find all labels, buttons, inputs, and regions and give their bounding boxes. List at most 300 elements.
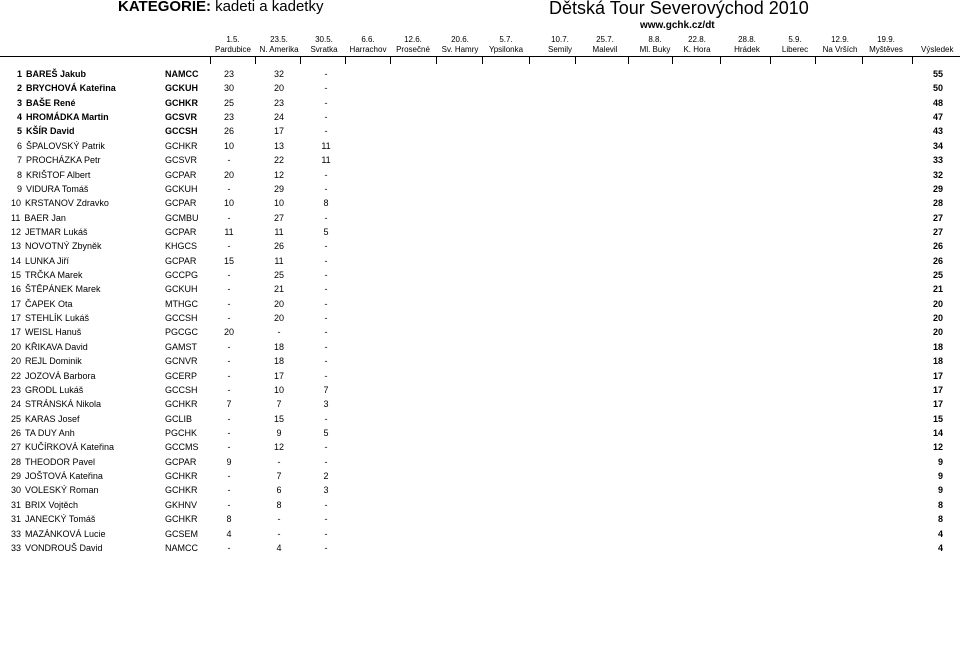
table-row [0,527,960,541]
athlete-name [17,124,75,138]
race-place: Svratka [310,45,338,54]
table-row [0,455,960,469]
table-row [0,311,960,325]
score-1: 9 [226,456,232,467]
score-2: 17 [273,126,284,137]
score-1: 4 [226,528,232,539]
rank: 16 [11,284,22,295]
rank: 11 [11,212,21,223]
table-row [0,239,960,253]
score-2: - [277,327,281,338]
score-1: - [227,485,231,496]
total-score: 27 [932,226,943,237]
total-score: 12 [932,442,943,453]
club-code: GCMBU [165,212,199,223]
table-row [0,282,960,296]
score-2: 22 [273,155,284,166]
club-code: GCPAR [165,169,197,180]
athlete-name [11,512,95,526]
athlete-name-text: BAER Jan [24,212,66,223]
table-row [0,469,960,483]
club-code: GCSVR [165,155,198,166]
table-row [0,369,960,383]
race-place: Sv. Hamry [441,45,479,54]
athlete-name-text: STEHLÍK Lukáš [25,313,90,324]
club-code: GCERP [165,370,198,381]
total-score: 32 [932,169,943,180]
column-divider [390,56,391,64]
rank: 3 [17,97,23,108]
athlete-name [17,182,88,196]
table-row [0,483,960,497]
race-date: 19.9. [877,35,895,44]
table-row [0,354,960,368]
club-code: GAMST [165,341,198,352]
score-1: - [227,471,231,482]
race-place: Harrachov [349,45,387,54]
table-row [0,412,960,426]
rank: 17 [11,298,22,309]
score-3: - [324,169,328,180]
score-3: - [324,69,328,79]
rank: 27 [11,442,22,453]
total-score: 9 [937,485,943,496]
rank: 1 [17,69,23,79]
athlete-name-text: STRÁNSKÁ Nikola [25,399,102,410]
total-score: 29 [932,183,943,194]
rank: 28 [11,456,22,467]
club-code: GCHKR [165,514,198,525]
rank: 14 [11,255,22,266]
score-2: 8 [276,499,282,510]
club-code: GCPAR [165,198,197,209]
table-row [0,498,960,512]
athlete-name-text: BAŠE René [26,97,76,108]
athlete-name-text: KŘIKAVA David [25,341,88,352]
athlete-name [11,239,102,253]
club-code: PGCGC [165,327,199,338]
athlete-name [11,268,83,282]
score-2: 26 [273,241,284,252]
athlete-name-text: KARAS Josef [25,413,80,424]
score-1: - [227,413,231,424]
total-score: 34 [932,140,943,151]
table-row [0,512,960,526]
total-score: 27 [932,212,943,223]
table-row [0,254,960,268]
total-score: 17 [932,384,943,395]
column-divider [912,56,913,64]
table-row [0,81,960,95]
athlete-name [17,168,90,182]
score-3: - [324,413,328,424]
rank: 7 [17,155,23,166]
athlete-name-text: ČAPEK Ota [25,298,73,309]
rank: 22 [11,370,22,381]
athlete-name-text: MAZÁNKOVÁ Lucie [25,528,106,539]
score-1: - [227,442,231,453]
score-2: 12 [273,442,284,453]
rank: 17 [11,327,22,338]
club-code: GCPAR [165,255,197,266]
race-date: 12.9. [831,35,849,44]
column-divider [345,56,346,64]
score-1: - [227,241,231,252]
score-3: 3 [323,485,329,496]
score-2: 10 [273,198,284,209]
score-1: - [227,155,231,166]
athlete-name [11,340,88,354]
athlete-name-text: KRIŠTOF Albert [26,169,91,180]
race-date: 23.5. [270,35,288,44]
race-place: Ypsilonka [488,45,524,54]
table-row [0,124,960,138]
score-2: 23 [273,97,284,108]
column-divider [300,56,301,64]
column-divider [575,56,576,64]
header-divider [0,56,960,57]
total-score: 26 [932,255,943,266]
score-2: 32 [273,69,284,79]
total-score: 21 [932,284,943,295]
score-3: - [324,298,328,309]
score-1: 15 [223,255,234,266]
club-code: GCKUH [165,284,198,295]
result-column-header: Výsledek [921,45,954,54]
race-date: 10.7. [551,35,569,44]
athlete-name [11,211,66,225]
score-2: - [277,456,281,467]
score-2: - [277,514,281,525]
athlete-name [17,110,109,124]
score-1: - [227,356,231,367]
race-date: 1.5. [226,35,240,44]
race-place: Liberec [781,45,809,54]
score-1: - [227,284,231,295]
score-3: 7 [323,384,329,395]
race-date: 20.6. [451,35,469,44]
score-1: 7 [226,399,232,410]
athlete-name-text: JOZOVÁ Barbora [25,370,96,381]
rank: 23 [11,384,22,395]
rank: 31 [11,514,22,525]
table-row [0,397,960,411]
score-1: - [227,298,231,309]
score-3: - [324,112,328,123]
score-1: - [227,370,231,381]
total-score: 26 [932,241,943,252]
race-date: 5.7. [499,35,513,44]
table-row [0,182,960,196]
total-score: 18 [932,356,943,367]
athlete-name [11,282,101,296]
athlete-name [11,254,69,268]
table-row [0,168,960,182]
athlete-name [11,426,75,440]
club-code: GCPAR [165,456,197,467]
club-code: GCCPG [165,270,199,281]
club-code: GCSVR [165,112,198,123]
rank: 33 [11,528,22,539]
athlete-name [11,498,78,512]
club-code: MTHGC [165,298,198,309]
race-date: 5.9. [788,35,802,44]
score-1: 20 [223,327,234,338]
column-divider [529,56,530,64]
club-code: PGCHK [165,428,198,438]
score-3: 5 [323,226,329,237]
score-3: - [324,341,328,352]
athlete-name-text: BAREŠ Jakub [26,69,87,79]
score-3: 11 [321,155,331,166]
score-2: 20 [273,313,284,324]
score-3: - [324,542,328,553]
club-code: NAMCC [165,542,198,553]
athlete-name [17,139,105,153]
club-code: KHGCS [165,241,198,252]
score-3: - [324,356,328,367]
total-score: 9 [937,456,943,467]
rank: 25 [11,413,22,424]
score-2: 12 [273,169,284,180]
score-2: 18 [273,341,284,352]
score-1: - [227,313,231,324]
athlete-name-text: THEODOR Pavel [25,456,96,467]
column-divider [672,56,673,64]
table-row [0,325,960,339]
athlete-name-text: ŠPALOVSKÝ Patrik [26,140,105,151]
race-place: Ml. Buky [639,45,671,54]
score-3: - [324,442,328,453]
score-2: 20 [273,298,284,309]
club-code: GCCMS [165,442,199,453]
score-1: - [227,384,231,395]
total-score: 14 [932,428,943,438]
table-row [0,268,960,282]
score-1: - [227,341,231,352]
column-divider [720,56,721,64]
athlete-name [11,397,101,411]
race-place: Myštěves [869,45,903,54]
tour-title: Dětská Tour Severovýchod 2010 [549,0,809,18]
athlete-name-text: TRČKA Marek [25,270,83,281]
table-row [0,297,960,311]
athlete-name [11,297,73,311]
score-2: 7 [276,471,282,482]
column-divider [210,56,211,64]
score-3: - [324,97,328,108]
score-2: 29 [273,183,284,194]
athlete-name [11,225,88,239]
club-code: GCLIB [165,413,193,424]
club-code: GCCSH [165,384,198,395]
rank: 24 [11,399,22,410]
score-2: 7 [276,399,282,410]
score-3: - [324,270,328,281]
score-2: 17 [273,370,284,381]
race-date: 28.8. [738,35,756,44]
race-place: N. Amerika [259,45,299,54]
athlete-name [11,325,81,339]
score-1: - [227,183,231,194]
table-row [0,340,960,354]
race-place: Na Vrších [822,45,858,54]
race-date: 30.5. [315,35,333,44]
table-row [0,211,960,225]
score-2: 6 [276,485,282,496]
total-score: 55 [932,69,943,79]
club-code: GCKUH [165,183,198,194]
score-3: - [324,284,328,295]
club-code: GCKUH [165,83,198,94]
rank: 20 [11,356,22,367]
score-3: - [324,212,328,223]
rank: 2 [17,83,23,94]
score-2: 18 [273,356,284,367]
race-date: 8.8. [648,35,662,44]
rank: 15 [11,270,22,281]
score-1: 23 [223,69,234,79]
rank: 9 [17,183,23,194]
race-place: Malevil [592,45,618,54]
club-code: NAMCC [165,69,199,79]
club-code: GCSEM [165,528,199,539]
athlete-name [17,96,76,110]
athlete-name-text: BRYCHOVÁ Kateřina [26,83,116,94]
athlete-name [11,483,99,497]
column-divider [862,56,863,64]
club-code: GCNVR [165,356,198,367]
score-1: 23 [223,112,234,123]
rank: 10 [11,198,22,209]
score-2: 25 [273,270,284,281]
score-3: - [324,514,328,525]
table-row [0,440,960,454]
club-code: GCHKR [165,97,198,108]
score-1: 11 [224,226,234,237]
rank: 30 [11,485,22,496]
score-3: - [324,83,328,94]
club-code: GCCSH [165,126,198,137]
total-score: 43 [932,126,943,137]
athlete-name [11,383,83,397]
score-1: 8 [226,514,232,525]
rank: 12 [11,226,22,237]
race-date: 12.6. [404,35,422,44]
total-score: 20 [932,313,943,324]
athlete-name [11,196,109,210]
score-3: - [324,499,328,510]
race-place: K. Hora [683,45,711,54]
athlete-name [11,311,89,325]
rank: 33 [11,542,22,553]
score-3: 3 [323,399,329,410]
table-row [0,541,960,555]
score-1: - [227,499,231,510]
score-2: 27 [273,212,284,223]
athlete-name-text: VIDURA Tomáš [26,183,89,194]
total-score: 15 [932,413,943,424]
table-row [0,196,960,210]
score-1: - [227,428,231,438]
athlete-name [11,469,103,483]
race-place: Hrádek [734,45,760,54]
race-date: 22.8. [688,35,706,44]
score-3: - [324,241,328,252]
race-date: 25.7. [596,35,614,44]
score-3: - [324,126,328,137]
club-code: GCPAR [165,226,197,237]
table-row [0,110,960,124]
score-2: 9 [276,428,282,438]
athlete-name-text: KŠÍR David [26,126,75,137]
column-divider [770,56,771,64]
rank: 29 [11,471,22,482]
score-1: 20 [223,169,234,180]
score-3: - [324,313,328,324]
race-date: 6.6. [361,35,375,44]
category-label: KATEGORIE: [118,0,212,15]
score-3: 2 [323,471,329,482]
total-score: 8 [937,499,943,510]
athlete-name-text: ŠTĚPÁNEK Marek [25,284,101,295]
score-1: 30 [223,83,234,94]
club-code: GCHKR [165,485,198,496]
rank: 6 [17,140,23,151]
rank: 8 [17,169,23,180]
athlete-name [17,81,116,95]
athlete-name-text: JANECKÝ Tomáš [25,514,96,525]
athlete-name-text: HROMÁDKA Martin [26,112,109,123]
score-3: 5 [323,428,329,438]
race-place: Semily [547,45,572,54]
athlete-name-text: VOLESKÝ Roman [25,485,99,496]
score-2: 21 [273,284,284,295]
score-3: 11 [321,140,331,151]
table-row [0,139,960,153]
score-3: - [324,255,328,266]
table-row [0,153,960,167]
column-divider [628,56,629,64]
athlete-name-text: REJL Dominik [25,356,82,367]
table-row [0,96,960,110]
score-1: - [227,212,231,223]
table-row [0,225,960,239]
score-1: 10 [223,140,234,151]
score-2: 4 [276,542,282,553]
total-score: 33 [932,155,943,166]
score-2: - [277,528,281,539]
athlete-name-text: BRIX Vojtěch [25,499,79,510]
rank: 31 [11,499,22,510]
athlete-name-text: WEISL Hanuš [25,327,82,338]
score-1: 25 [223,97,234,108]
score-3: - [324,327,328,338]
score-3: - [324,183,328,194]
score-2: 13 [273,140,284,151]
table-row [0,426,960,440]
score-3: 8 [323,198,329,209]
athlete-name-text: NOVOTNÝ Zbyněk [25,241,102,252]
athlete-name-text: GRODL Lukáš [25,384,84,395]
total-score: 17 [932,399,943,410]
athlete-name-text: TA DUY Anh [25,428,75,438]
score-3: - [324,370,328,381]
column-divider [436,56,437,64]
score-2: 20 [273,83,284,94]
athlete-name-text: JOŠTOVÁ Kateřina [25,471,103,482]
athlete-name [11,455,95,469]
